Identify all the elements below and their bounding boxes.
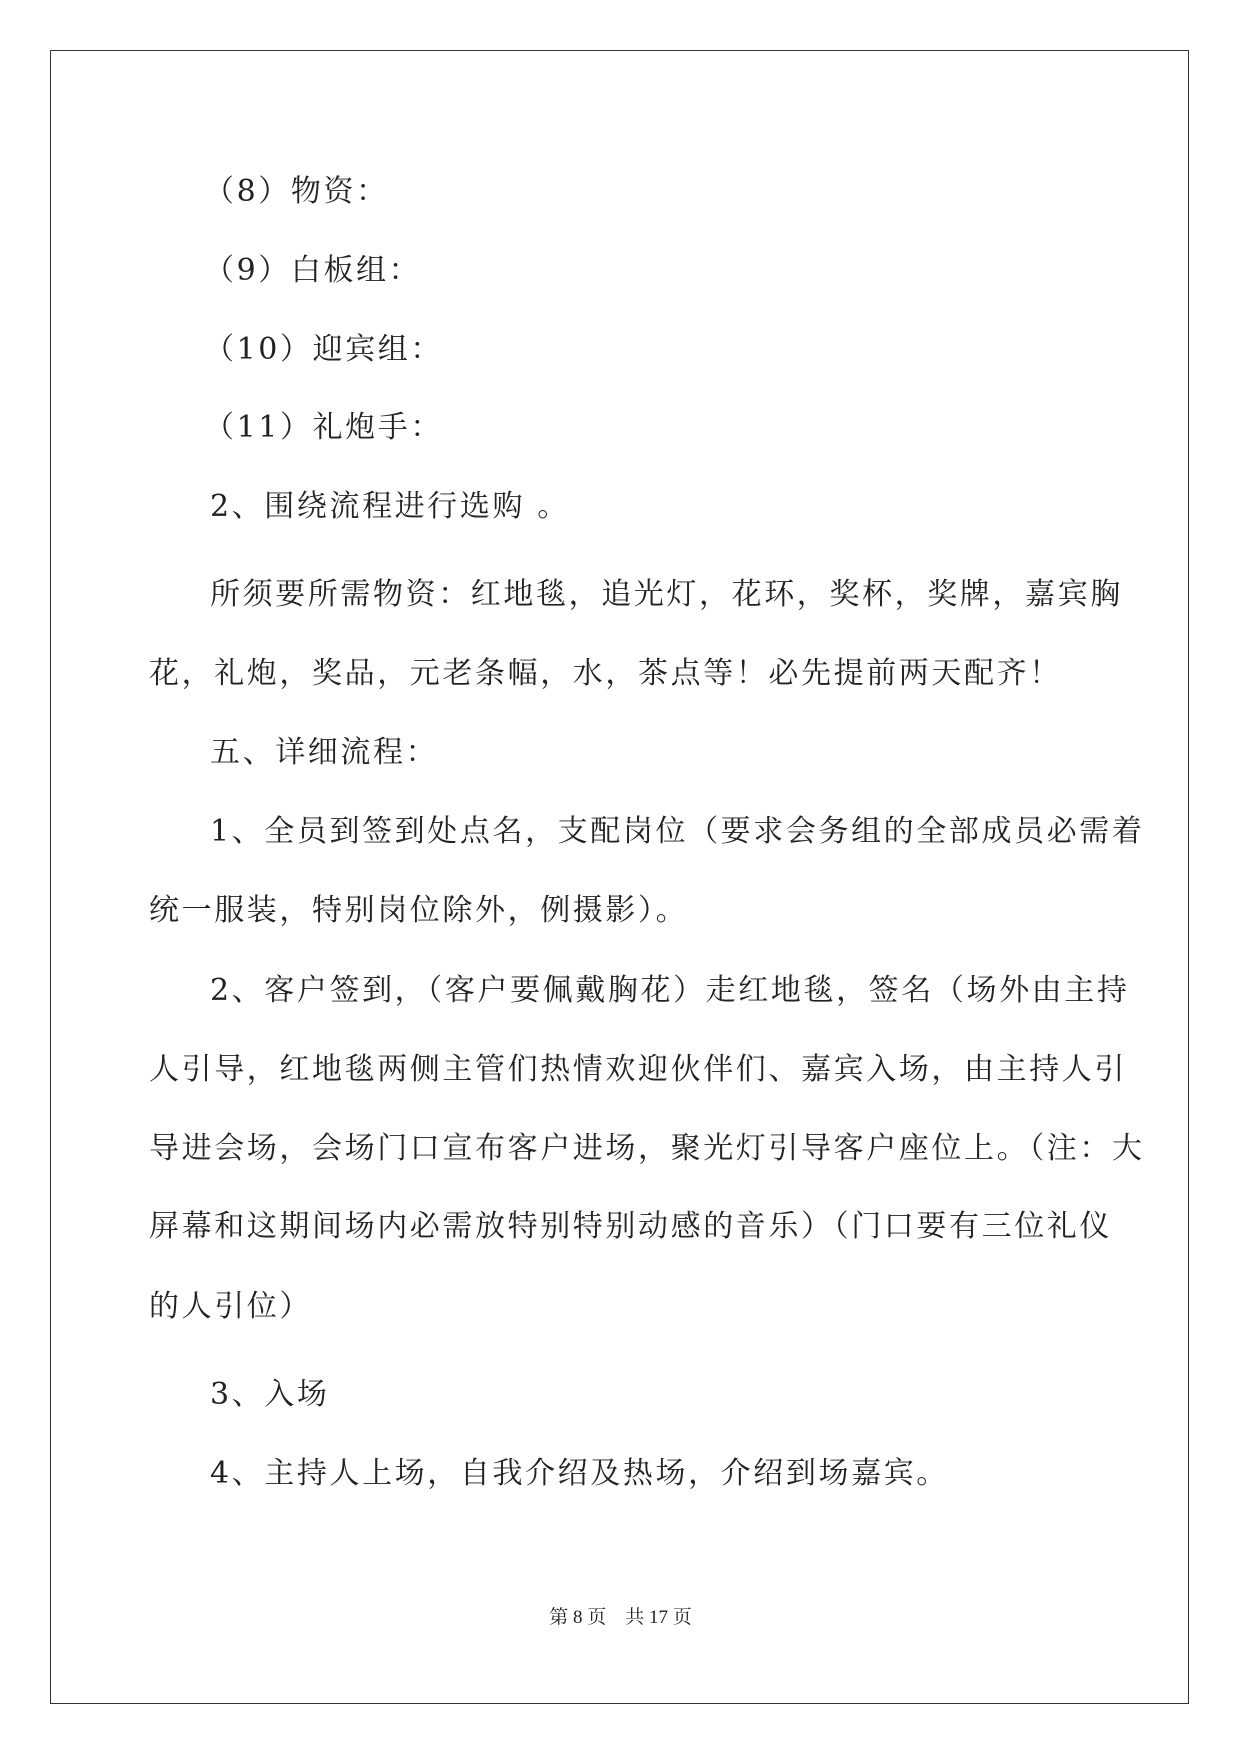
- paragraph-supplies-line-2: 花，礼炮，奖品，元老条幅，水，茶点等！必先提前两天配齐！: [149, 656, 1062, 691]
- step-1-line-2: 统一服装，特别岗位除外，例摄影）。: [149, 893, 689, 928]
- item-10-reception-team: （10）迎宾组：: [204, 332, 443, 367]
- step-2-line-5: 的人引位）: [149, 1289, 312, 1324]
- step-4: 4、主持人上场，自我介绍及热场，介绍到场嘉宾。: [210, 1456, 949, 1491]
- section-five-heading: 五、详细流程：: [210, 735, 439, 770]
- paragraph-supplies-line-1: 所须要所需物资：红地毯，追光灯，花环，奖杯，奖牌，嘉宾胸: [210, 577, 1123, 612]
- step-2-line-3: 导进会场，会场门口宣布客户进场，聚光灯引导客户座位上。（注：大: [149, 1131, 1145, 1166]
- step-2-line-1: 2、客户签到，（客户要佩戴胸花）走红地毯，签名（场外由主持: [210, 973, 1130, 1008]
- item-8-supplies: （8）物资：: [204, 174, 389, 209]
- step-2-line-4: 屏幕和这期间场内必需放特别特别动感的音乐）（门口要有三位礼仪: [149, 1209, 1112, 1244]
- section-2-purchasing: 2、围绕流程进行选购 。: [210, 489, 570, 524]
- step-2-line-2: 人引导，红地毯两侧主管们热情欢迎伙伴们、嘉宾入场，由主持人引: [149, 1052, 1127, 1087]
- page-number-footer: 第 8 页 共 17 页: [549, 1607, 692, 1628]
- item-11-salute-team: （11）礼炮手：: [204, 410, 443, 445]
- step-3: 3、入场: [210, 1377, 330, 1412]
- item-9-whiteboard-team: （9）白板组：: [204, 253, 422, 288]
- step-1-line-1: 1、全员到签到处点名，支配岗位（要求会务组的全部成员必需着: [210, 814, 1145, 849]
